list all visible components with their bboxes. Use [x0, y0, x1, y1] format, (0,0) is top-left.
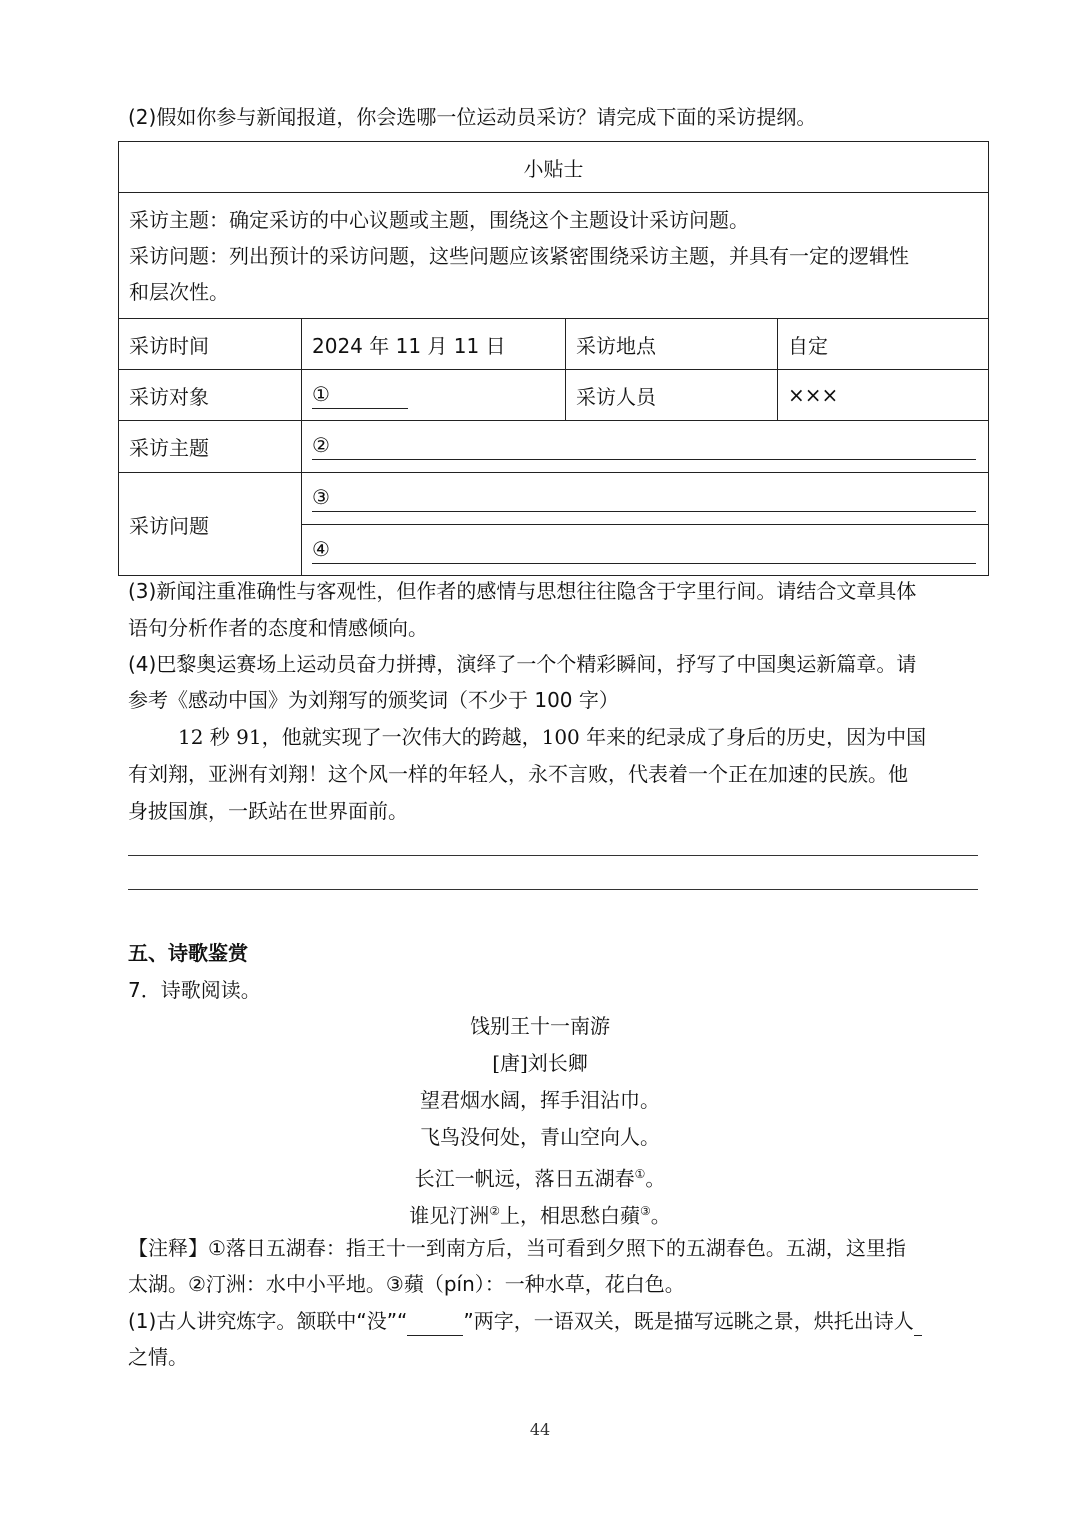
tips-line-theme: 采访主题：确定采访的中心议题或主题，围绕这个主题设计采访问题。 [129, 207, 749, 232]
poem-line-3 [0, 1159, 1080, 1194]
page-number: 44 [529, 1420, 551, 1439]
question-answer-line-2: ④ [312, 537, 976, 564]
poem-line-4 [0, 1196, 1080, 1231]
interview-staff-label: 采访人员 [566, 370, 778, 421]
question-3-line-2: 语句分析作者的态度和情感倾向。 [128, 616, 428, 640]
award-text-line-1: 12 秒 91，他就实现了一次伟大的跨越，100 年来的纪录成了身后的历史，因为中国 [178, 725, 927, 749]
tips-line-questions-cont: 和层次性。 [129, 279, 229, 304]
poem-author: [唐]刘长卿 [492, 1051, 588, 1075]
interview-theme-blank[interactable] [302, 421, 989, 473]
interview-question-blank-2[interactable] [302, 525, 989, 576]
award-text-line-3: 身披国旗，一跃站在世界面前。 [128, 799, 408, 823]
question-2-prompt: (2)假如你参与新闻报道，你会选哪一位运动员采访？请完成下面的采访提纲。 [128, 105, 817, 129]
interview-subject-label: 采访对象 [119, 370, 302, 421]
tips-title: 小贴士 [119, 142, 989, 193]
subject-answer-line: ① [312, 382, 408, 409]
interview-time-value: 2024 年 11 月 11 日 [302, 319, 566, 370]
answer-line-2[interactable] [128, 889, 978, 890]
poem-question-1-blank-2[interactable] [914, 1313, 922, 1336]
interview-question-label: 采访问题 [119, 473, 302, 576]
interview-place-label: 采访地点 [566, 319, 778, 370]
notes-line-2: 太湖。②汀洲：水中小平地。③蘋（pín）：一种水草，花白色。 [128, 1272, 685, 1296]
poem-question-1-line-2: 之情。 [128, 1345, 188, 1369]
poem-note-marker-1: ① [634, 1167, 646, 1181]
question-7-title: 7．诗歌阅读。 [128, 978, 261, 1002]
interview-place-value: 自定 [778, 319, 989, 370]
question-4-line-2: 参考《感动中国》为刘翔写的颁奖词（不少于 100 字） [128, 688, 619, 712]
tips-content [119, 193, 989, 319]
notes-line-1: 【注释】①落日五湖春：指王十一到南方后，当可看到夕照下的五湖春色。五湖，这里指 [128, 1236, 906, 1260]
poem-line-4-end: 。 [650, 1203, 671, 1228]
poem-question-1-blank[interactable] [407, 1313, 463, 1336]
poem-question-1-text-b: ”两字，一语双关，既是描写远眺之景，烘托出诗人 [463, 1309, 914, 1333]
interview-theme-label: 采访主题 [119, 421, 302, 473]
interview-subject-blank[interactable] [302, 370, 566, 421]
poem-question-1-line-1 [128, 1306, 922, 1336]
poem-question-1-text-a: (1)古人讲究炼字。颔联中“没”“ [128, 1309, 408, 1333]
poem-line-3-end: 。 [645, 1166, 666, 1191]
poem-note-marker-3: ③ [640, 1204, 651, 1218]
theme-answer-line: ② [312, 433, 976, 460]
interview-time-label: 采访时间 [119, 319, 302, 370]
poem-note-marker-2: ② [489, 1204, 500, 1218]
poem-line-3-text: 长江一帆远，落日五湖春 [414, 1166, 635, 1191]
award-text-line-2: 有刘翔，亚洲有刘翔！这个风一样的年轻人，永不言败，代表着一个正在加速的民族。他 [128, 762, 908, 786]
poem-title: 饯别王十一南游 [470, 1014, 610, 1038]
question-4-line-1: (4)巴黎奥运赛场上运动员奋力拼搏，演绎了一个个精彩瞬间，抒写了中国奥运新篇章。请 [128, 652, 917, 676]
question-3-line-1: (3)新闻注重准确性与客观性，但作者的感情与思想往往隐含于字里行间。请结合文章具体 [128, 579, 917, 603]
poem-line-2: 飞鸟没何处，青山空向人。 [420, 1125, 660, 1149]
section-5-title: 五、诗歌鉴赏 [128, 941, 248, 965]
interview-staff-value: ××× [778, 370, 989, 421]
poem-line-4-text-b: 上，相思愁白蘋 [500, 1203, 640, 1228]
interview-outline-table [118, 141, 989, 576]
interview-question-blank-1[interactable] [302, 473, 989, 525]
poem-line-4-text-a: 谁见汀洲 [409, 1203, 490, 1228]
poem-line-1: 望君烟水阔，挥手泪沾巾。 [420, 1088, 660, 1112]
answer-line-1[interactable] [128, 855, 978, 856]
tips-line-questions: 采访问题：列出预计的采访问题，这些问题应该紧密围绕采访主题，并具有一定的逻辑性 [129, 243, 909, 268]
question-answer-line-1: ③ [312, 485, 976, 512]
